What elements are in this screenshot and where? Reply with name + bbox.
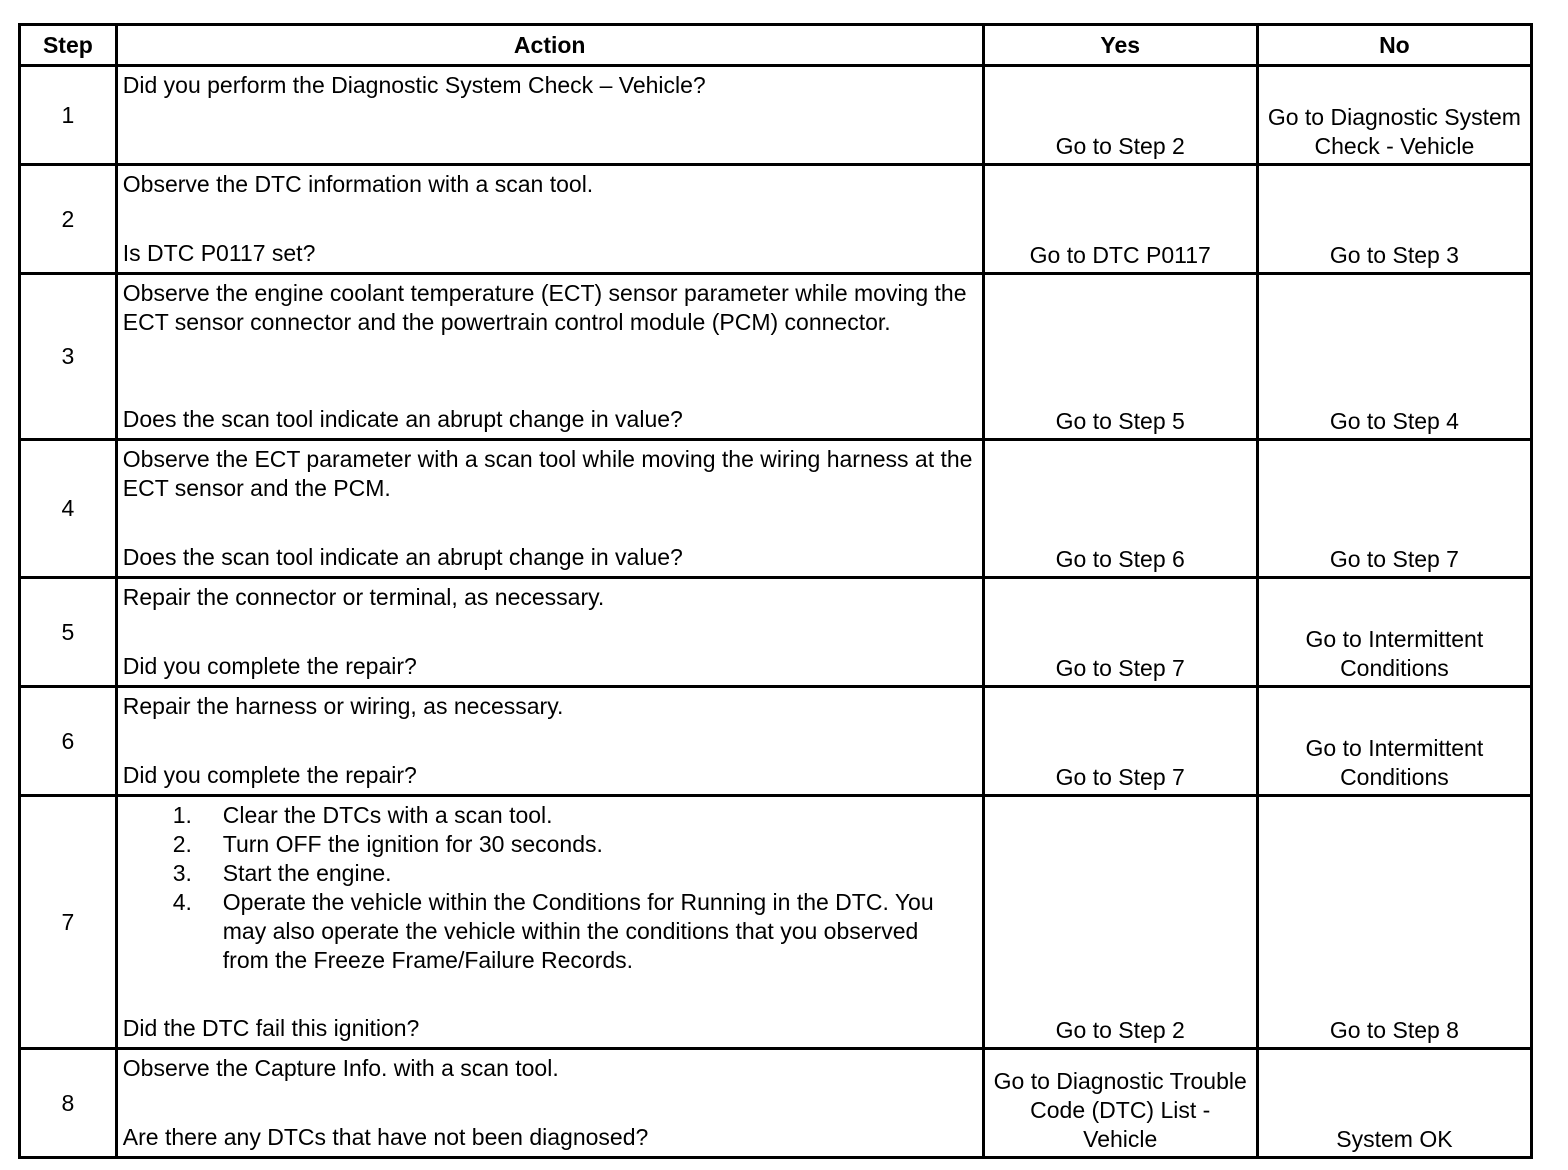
yes-cell: Go to Step 2 <box>983 66 1257 165</box>
header-action: Action <box>116 25 983 66</box>
step-number: 6 <box>20 687 117 796</box>
no-cell: Go to Diagnostic System Check - Vehicle <box>1257 66 1531 165</box>
yes-cell: Go to Diagnostic Trouble Code (DTC) List - Vehicle <box>983 1049 1257 1158</box>
no-cell: Go to Intermittent Conditions <box>1257 578 1531 687</box>
no-cell: Go to Intermittent Conditions <box>1257 687 1531 796</box>
table-row <box>20 578 1532 687</box>
action-question: Did you complete the repair? <box>122 653 417 679</box>
yes-cell: Go to Step 7 <box>983 578 1257 687</box>
sub-step-text: Clear the DTCs with a scan tool. <box>222 802 553 828</box>
action-question: Did you complete the repair? <box>122 762 417 788</box>
yes-cell: Go to Step 6 <box>983 440 1257 578</box>
diagnostic-table <box>18 23 1533 1159</box>
action-question: Does the scan tool indicate an abrupt change in value? <box>122 406 683 432</box>
table-row <box>20 796 1532 1049</box>
no-cell: System OK <box>1257 1049 1531 1158</box>
step-number: 5 <box>20 578 117 687</box>
header-no: No <box>1257 25 1531 66</box>
step-number: 3 <box>20 274 117 440</box>
action-cell <box>116 274 983 440</box>
yes-cell: Go to Step 2 <box>983 796 1257 1049</box>
no-cell: Go to Step 3 <box>1257 165 1531 274</box>
action-text: Observe the DTC information with a scan tool. <box>122 171 594 197</box>
table-row <box>20 687 1532 796</box>
header-yes: Yes <box>983 25 1257 66</box>
no-cell: Go to Step 4 <box>1257 274 1531 440</box>
action-cell <box>116 796 983 1049</box>
sub-step-text: Start the engine. <box>222 860 392 886</box>
sub-step <box>123 859 976 888</box>
sub-step <box>123 888 976 975</box>
action-text: Observe the ECT parameter with a scan tool while moving the wiring harness at the ECT sensor and the PCM. <box>122 446 973 501</box>
header-step: Step <box>20 25 117 66</box>
sub-step <box>123 801 976 830</box>
table-row <box>20 165 1532 274</box>
table-row <box>20 66 1532 165</box>
sub-step-list <box>123 801 976 975</box>
action-cell <box>116 578 983 687</box>
sub-step-number: 1. <box>172 802 192 828</box>
header-row <box>20 25 1532 66</box>
step-number: 1 <box>20 66 117 165</box>
action-cell <box>116 1049 983 1158</box>
table-row <box>20 1049 1532 1158</box>
yes-cell: Go to DTC P0117 <box>983 165 1257 274</box>
action-text: Observe the Capture Info. with a scan tool. <box>122 1055 559 1081</box>
action-question: Are there any DTCs that have not been diagnosed? <box>122 1124 649 1150</box>
table-row <box>20 440 1532 578</box>
step-number: 4 <box>20 440 117 578</box>
sub-step-number: 4. <box>172 889 192 915</box>
no-cell: Go to Step 8 <box>1257 796 1531 1049</box>
sub-step <box>123 830 976 859</box>
action-cell <box>116 165 983 274</box>
sub-step-text: Operate the vehicle within the Conditions for Running in the DTC. You may also operate the vehicle within the conditions that you observed from the Freeze Frame/Failure Records. <box>222 889 934 973</box>
step-number: 8 <box>20 1049 117 1158</box>
action-text: Did you perform the Diagnostic System Check – Vehicle? <box>122 72 706 98</box>
sub-step-text: Turn OFF the ignition for 30 seconds. <box>222 831 603 857</box>
action-cell <box>116 66 983 165</box>
yes-cell: Go to Step 5 <box>983 274 1257 440</box>
step-number: 7 <box>20 796 117 1049</box>
action-text: Observe the engine coolant temperature (ECT) sensor parameter while moving the ECT sensor connector and the powertrain control module (PCM) connector. <box>122 280 967 335</box>
no-cell: Go to Step 7 <box>1257 440 1531 578</box>
action-cell <box>116 687 983 796</box>
yes-cell: Go to Step 7 <box>983 687 1257 796</box>
action-question: Does the scan tool indicate an abrupt change in value? <box>122 544 683 570</box>
action-text: Repair the harness or wiring, as necessary. <box>122 693 564 719</box>
action-text: Repair the connector or terminal, as necessary. <box>122 584 605 610</box>
sub-step-number: 2. <box>172 831 192 857</box>
step-number: 2 <box>20 165 117 274</box>
sub-step-number: 3. <box>172 860 192 886</box>
table-row <box>20 274 1532 440</box>
action-cell <box>116 440 983 578</box>
action-question: Did the DTC fail this ignition? <box>122 1015 420 1041</box>
action-question: Is DTC P0117 set? <box>122 240 316 266</box>
